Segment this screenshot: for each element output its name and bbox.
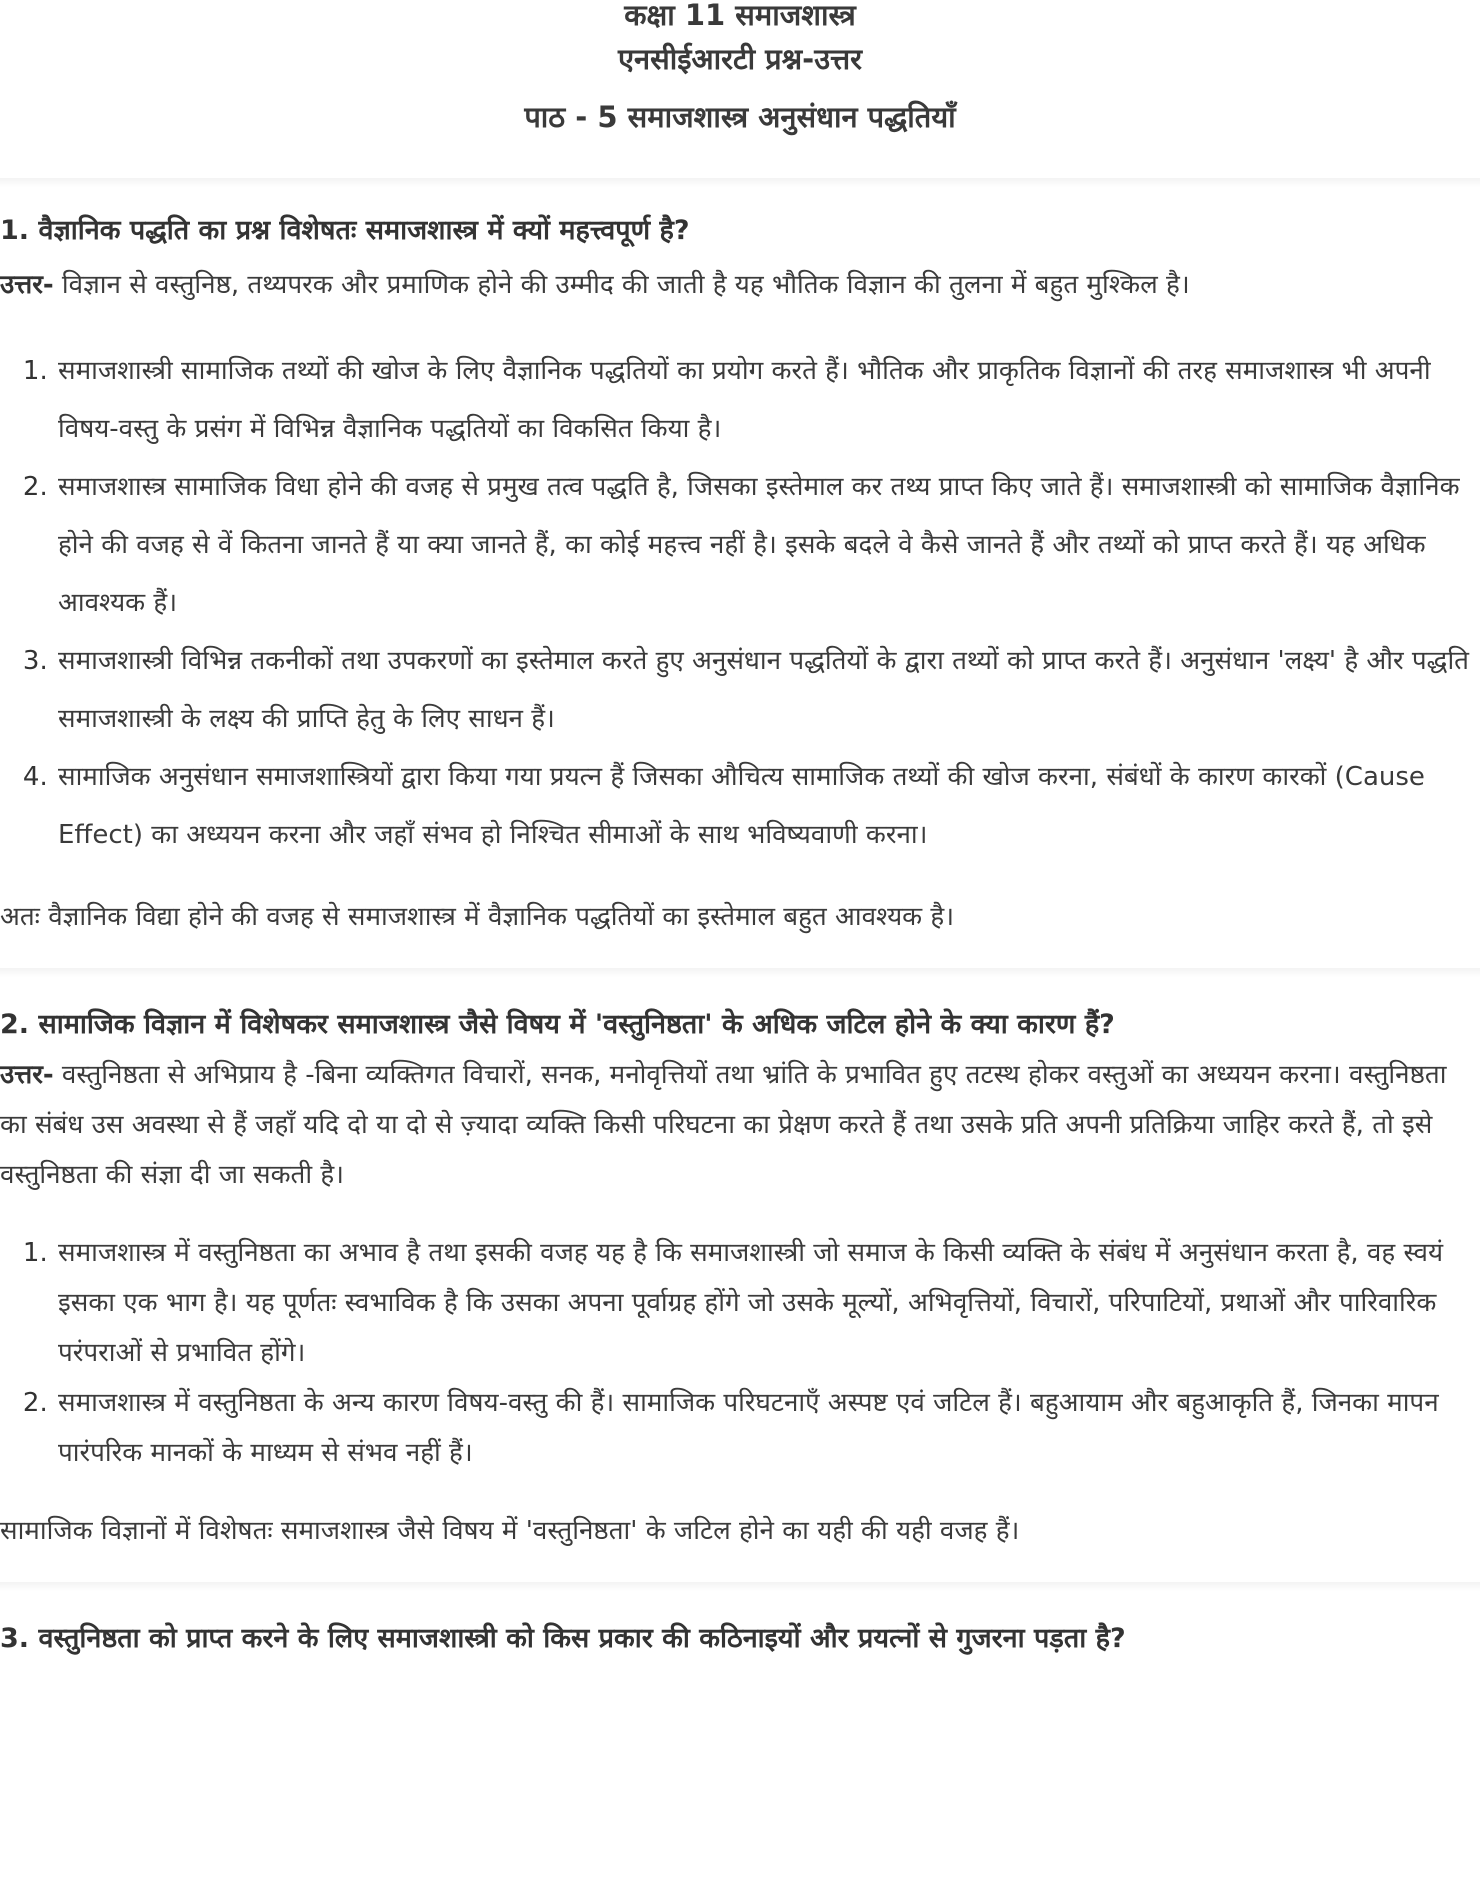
answer-text: वस्तुनिष्ठता से अभिप्राय है -बिना व्यक्तिगत विचारों, सनक, मनोवृत्तियों तथा भ्रांति के प्रभावित हुए तटस्थ होकर वस्तुओं का अध्ययन करना। वस्तुनिष्ठता का संबंध उस अवस्था से हैं जहाँ यदि दो या दो से ज़्यादा व्यक्ति किसी परिघटना का प्रेक्षण करते हैं तथा उसके प्रति अपनी प्रतिक्रिया जाहिर करते हैं, तो इसे वस्तुनिष्ठता की संज्ञा दी जा सकती है।: [0, 1060, 1447, 1190]
answer-list: [0, 1228, 1480, 1478]
answer-paragraph: [0, 1050, 1480, 1200]
section-divider: [0, 178, 1480, 188]
list-item: 2. समाजशास्त्र में वस्तुनिष्ठता के अन्य कारण विषय-वस्तु की हैं। सामाजिक परिघटनाएँ अस्पष्ट एवं जटिल हैं। बहुआयाम और बहुआकृति हैं, जिनका मापन पारंपरिक मानकों के माध्यम से संभव नहीं हैं।: [56, 1378, 1480, 1478]
question-heading: 1. वैज्ञानिक पद्धति का प्रश्न विशेषतः समाजशास्त्र में क्यों महत्त्वपूर्ण है?: [0, 215, 690, 246]
answer-paragraph: [0, 256, 1480, 314]
question-section-1: [0, 188, 1480, 946]
answer-label: उत्तर-: [0, 1060, 54, 1090]
answer-text: विज्ञान से वस्तुनिष्ठ, तथ्यपरक और प्रमाणिक होने की उम्मीद की जाती है यह भौतिक विज्ञान की तुलना में बहुत मुश्किल है।: [53, 270, 1190, 300]
list-item: 2. समाजशास्त्र सामाजिक विधा होने की वजह से प्रमुख तत्व पद्धति है, जिसका इस्तेमाल कर तथ्य प्राप्त किए जाते हैं। समाजशास्त्री को सामाजिक वैज्ञानिक होने की वजह से वें कितना जानते हैं या क्या जानते हैं, का कोई महत्त्व नहीं है। इसके बदले वे कैसे जानते हैं और तथ्यों को प्राप्त करते हैं। यह अधिक आवश्यक हैं।: [56, 458, 1480, 632]
section-divider: [0, 968, 1480, 978]
class-title: कक्षा 11 समाजशास्त्र: [624, 0, 856, 32]
section-divider: [0, 1582, 1480, 1592]
list-item: 4. सामाजिक अनुसंधान समाजशास्त्रियों द्वारा किया गया प्रयत्न हैं जिसका औचित्य सामाजिक तथ्यों की खोज करना, संबंधों के कारण कारकों (Cause Effect) का अध्ययन करना और जहाँ संभव हो निश्चित सीमाओं के साथ भविष्यवाणी करना।: [56, 748, 1480, 864]
document-header: [0, 0, 1480, 178]
list-item: 1. समाजशास्त्री सामाजिक तथ्यों की खोज के लिए वैज्ञानिक पद्धतियों का प्रयोग करते हैं। भौतिक और प्राकृतिक विज्ञानों की तरह समाजशास्त्र भी अपनी विषय-वस्तु के प्रसंग में विभिन्न वैज्ञानिक पद्धतियों का विकसित किया है।: [56, 342, 1480, 458]
question-section-2: [0, 978, 1480, 1560]
document-subtitle: एनसीईआरटी प्रश्न-उत्तर: [617, 42, 863, 76]
conclusion-text: अतः वैज्ञानिक विद्या होने की वजह से समाजशास्त्र में वैज्ञानिक पद्धतियों का इस्तेमाल बहुत आवश्यक है।: [0, 902, 955, 932]
list-item: 3. समाजशास्त्री विभिन्न तकनीकों तथा उपकरणों का इस्तेमाल करते हुए अनुसंधान पद्धतियों के द्वारा तथ्यों को प्राप्त करते हैं। अनुसंधान 'लक्ष्य' है और पद्धति समाजशास्त्री के लक्ष्य की प्राप्ति हेतु के लिए साधन हैं।: [56, 632, 1480, 748]
chapter-title: पाठ - 5 समाजशास्त्र अनुसंधान पद्धतियाँ: [524, 100, 956, 134]
question-heading: 3. वस्तुनिष्ठता को प्राप्त करने के लिए समाजशास्त्री को किस प्रकार की कठिनाइयों और प्रयत्नों से गुजरना पड़ता है?: [0, 1623, 1126, 1654]
question-section-3: [0, 1592, 1480, 1664]
list-item: 1. समाजशास्त्र में वस्तुनिष्ठता का अभाव है तथा इसकी वजह यह है कि समाजशास्त्री जो समाज के किसी व्यक्ति के संबंध में अनुसंधान करता है, वह स्वयं इसका एक भाग है। यह पूर्णतः स्वभाविक है कि उसका अपना पूर्वाग्रह होंगे जो उसके मूल्यों, अभिवृत्तियों, विचारों, परिपाटियों, प्रथाओं और पारिवारिक परंपराओं से प्रभावित होंगे।: [56, 1228, 1480, 1378]
question-heading: 2. सामाजिक विज्ञान में विशेषकर समाजशास्त्र जैसे विषय में 'वस्तुनिष्ठता' के अधिक जटिल होने के क्या कारण हैं?: [0, 1009, 1115, 1040]
answer-label: उत्तर-: [0, 270, 54, 300]
conclusion-text: सामाजिक विज्ञानों में विशेषतः समाजशास्त्र जैसे विषय में 'वस्तुनिष्ठता' के जटिल होने का यही की यही वजह हैं।: [0, 1516, 1020, 1546]
answer-list: [0, 342, 1480, 864]
